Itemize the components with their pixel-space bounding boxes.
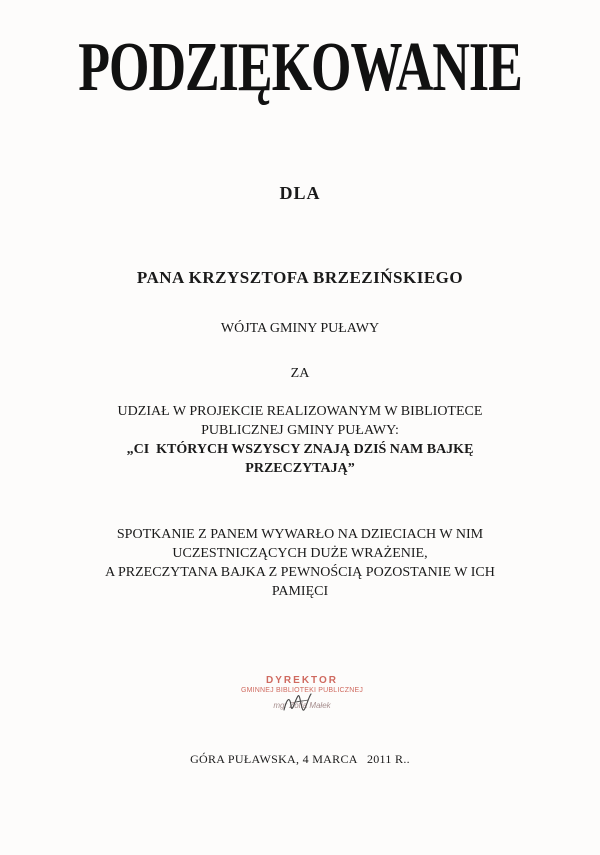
reason-line-2: PUBLICZNEJ GMINY PUŁAWY: (201, 423, 399, 438)
certificate-title: PODZIĘKOWANIE (78, 29, 522, 107)
recipient-name: PANA KRZYSZTOFA BRZEZIŃSKIEGO (136, 268, 464, 287)
stamp-title: DYREKTOR (266, 675, 338, 686)
reason-line-1: UDZIAŁ W PROJEKCIE REALIZOWANYM W BIBLIOTECE (117, 404, 483, 419)
project-title-line-1: „CI KTÓRYCH WSZYSCY ZNAJĄ DZIŚ NAM BAJKĘ (126, 442, 474, 457)
signature-icon (278, 688, 318, 718)
recipient-role: WÓJTA GMINY PUŁAWY (220, 321, 380, 336)
recipient-prefix: DLA (279, 183, 321, 203)
stamp-institution: GMINNEJ BIBLIOTEKI PUBLICZNEJ (240, 687, 364, 694)
stamp-signatory: mgr Zofia Małek (273, 701, 331, 710)
za-label: ZA (290, 366, 310, 381)
impact-line-3: A PRZECZYTANA BAJKA Z PEWNOŚCIĄ POZOSTANIE W ICH (105, 565, 495, 580)
reason-block (0, 402, 600, 478)
place-date: GÓRA PUŁAWSKA, 4 MARCA 2011 R.. (190, 752, 410, 766)
impact-block (0, 525, 600, 601)
impact-line-4: PAMIĘCI (271, 584, 329, 599)
project-title-line-2: PRZECZYTAJĄ” (245, 461, 355, 476)
impact-line-2: UCZESTNICZĄCYCH DUŻE WRAŻENIE, (172, 546, 428, 561)
impact-line-1: SPOTKANIE Z PANEM WYWARŁO NA DZIECIACH W NIM (116, 527, 484, 542)
